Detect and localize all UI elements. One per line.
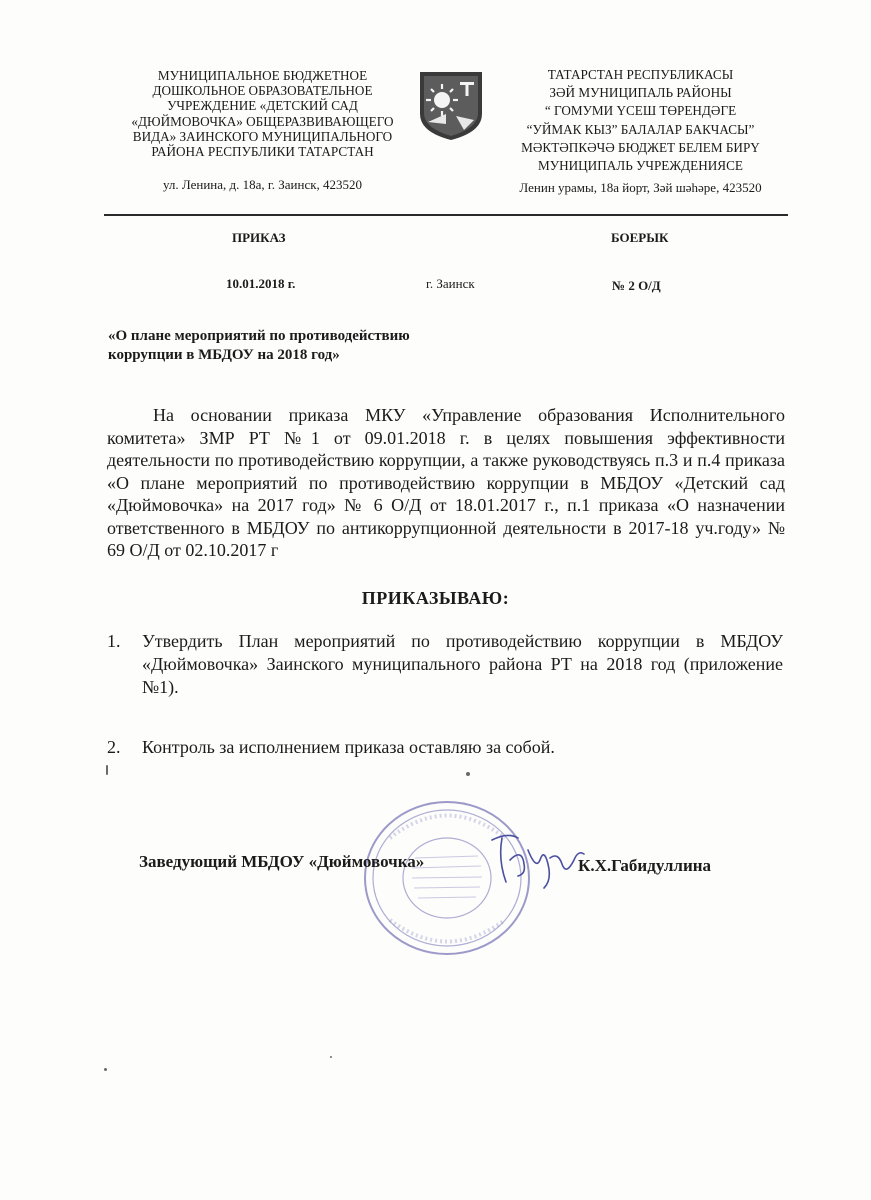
order-item: [107, 630, 783, 699]
header-left-organization: [120, 68, 405, 192]
header-right-organization: [488, 66, 793, 197]
header-left-line: ДОШКОЛЬНОЕ ОБРАЗОВАТЕЛЬНОЕ: [152, 83, 373, 99]
header-left-line: УЧРЕЖДЕНИЕ «ДЕТСКИЙ САД: [167, 98, 358, 114]
signatory-name: К.Х.Габидуллина: [578, 856, 712, 875]
municipal-coat-of-arms-icon: [416, 70, 486, 142]
order-heading: ПРИКАЗЫВАЮ:: [361, 588, 510, 608]
header-left-line: «ДЮЙМОВОЧКА» ОБЩЕРАЗВИВАЮЩЕГО: [131, 113, 394, 129]
order-item-text: Контроль за исполнением приказа оставляю за собой.: [142, 737, 555, 757]
header-left-line: МУНИЦИПАЛЬНОЕ БЮДЖЕТНОЕ: [157, 68, 368, 83]
scan-speck: [104, 1068, 107, 1071]
scan-speck: [466, 772, 470, 776]
scan-speck: [330, 1056, 332, 1058]
signatory-position: Заведующий МБДОУ «Дюймовочка»: [139, 852, 425, 871]
order-item-text: Утвердить План мероприятий по противодействию коррупции в МБДОУ «Дюймовочка» Заинского муниципального района РТ на 2018 год (приложение №1).: [142, 631, 783, 697]
doc-number: № 2 О/Д: [612, 278, 661, 293]
doc-city: г. Заинск: [426, 276, 475, 291]
header-right-line: МӘКТӘПКӘЧӘ БЮДЖЕТ БЕЛЕМ БИРҮ: [521, 139, 760, 155]
order-item-number: 2.: [107, 737, 121, 757]
doc-subject: [108, 327, 488, 365]
handwritten-signature-icon: [488, 830, 588, 890]
header-right-line: МУНИЦИПАЛЬ УЧРЕЖДЕНИЯСЕ: [538, 158, 743, 174]
order-item-number: 1.: [107, 631, 121, 651]
doc-type-tatar: БОЕРЫК: [611, 230, 669, 245]
doc-type-russian: ПРИКАЗ: [232, 230, 286, 245]
header-left-address: ул. Ленина, д. 18а, г. Заинск, 423520: [162, 177, 363, 193]
header-right-line: ТАТАРСТАН РЕСПУБЛИКАСЫ: [547, 67, 734, 82]
header-left-line: РАЙОНА РЕСПУБЛИКИ ТАТАРСТАН: [151, 144, 374, 160]
doc-subject-line: коррупции в МБДОУ на 2018 год»: [108, 347, 340, 363]
order-item: [107, 736, 783, 759]
header-divider: [104, 214, 788, 216]
doc-body-paragraph: На основании приказа МКУ «Управление образования Исполнительного комитета» ЗМР РТ №1 от 09.01.2018 г. в целях повышения эффективности деятельности по противодействию коррупции, а также руководствуясь п.3 и п.4 приказа «О плане мероприятий по противодействию коррупции в МБДОУ «Детский сад «Дюймовочка» на 2017 год» № 6 О/Д от 18.01.2017 г., п.1 приказа «О назначении ответственного в МБДОУ по антикоррупционной деятельности в 2017-18 уч.году» № 69 О/Д от 02.10.2017 г: [107, 405, 785, 560]
header-left-line: ВИДА» ЗАИНСКОГО МУНИЦИПАЛЬНОГО: [132, 128, 393, 144]
header-right-line: ЗӘЙ МУНИЦИПАЛЬ РАЙОНЫ: [549, 85, 732, 101]
scan-speck: [106, 765, 108, 775]
doc-date: 10.01.2018 г.: [226, 276, 296, 291]
header-right-address: Ленин урамы, 18а йорт, Зәй шәһәре, 423520: [519, 180, 762, 196]
header-right-line: “УЙМАК КЫЗ” БАЛАЛАР БАКЧАСЫ”: [526, 121, 755, 137]
doc-subject-line: «О плане мероприятий по противодействию: [108, 328, 410, 344]
header-right-line: “ ГОМУМИ ҮСЕШ ТӨРЕНДӘГЕ: [544, 103, 737, 119]
